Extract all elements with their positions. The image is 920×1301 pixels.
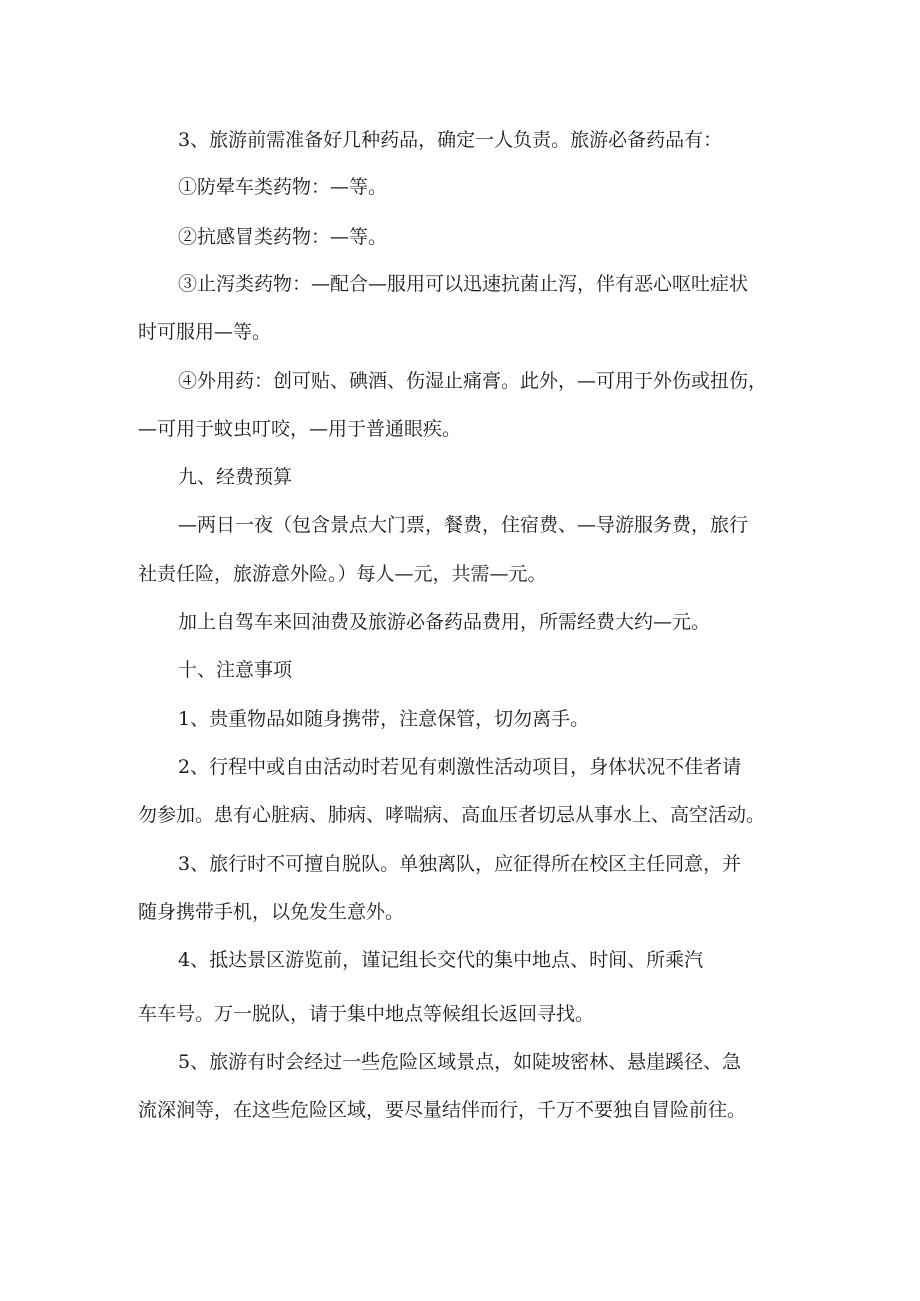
text-line: 加上自驾车来回油费及旅游必备药品费用，所需经费大约—元。 — [178, 611, 711, 633]
text-line: ③止泻类药物：—配合—服用可以迅速抗菌止泻，伴有恶心呕吐症状 — [178, 273, 749, 295]
section-heading: 十、注意事项 — [178, 659, 293, 681]
text-line: 时可服用—等。 — [138, 321, 272, 343]
text-line: ②抗感冒类药物：—等。 — [178, 226, 388, 248]
text-line: 5、旅游有时会经过一些危险区域景点，如陡坡密林、悬崖蹊径、急 — [178, 1051, 742, 1073]
text-line: ④外用药：创可贴、碘酒、伤湿止痛膏。此外，—可用于外伤或扭伤， — [178, 370, 768, 392]
text-line: ①防晕车类药物：—等。 — [178, 176, 388, 198]
text-line: 随身携带手机，以免发生意外。 — [138, 901, 405, 923]
text-line: 3、旅游前需准备好几种药品，确定一人负责。旅游必备药品有： — [178, 129, 723, 151]
text-line: 4、抵达景区游览前，谨记组长交代的集中地点、时间、所乘汽 — [178, 949, 704, 971]
text-line: 流深涧等，在这些危险区域，要尽量结伴而行，千万不要独自冒险前往。 — [138, 1099, 747, 1121]
text-line: 3、旅行时不可擅自脱队。单独离队，应征得所在校区主任同意，并 — [178, 853, 742, 875]
text-line: —两日一夜（包含景点大门票，餐费，住宿费、—导游服务费，旅行 — [178, 514, 749, 536]
text-line: 社责任险，旅游意外险。）每人—元，共需—元。 — [138, 563, 547, 585]
text-line: —可用于蚊虫叮咬，—用于普通眼疾。 — [138, 418, 462, 440]
text-line: 勿参加。患有心脏病、肺病、哮喘病、高血压者切忌从事水上、高空活动。 — [138, 804, 766, 826]
text-line: 1、贵重物品如随身携带，注意保管，切勿离手。 — [178, 708, 590, 730]
text-line: 车车号。万一脱队，请于集中地点等候组长返回寻找。 — [138, 1003, 595, 1025]
text-line: 2、行程中或自由活动时若见有刺激性活动项目，身体状况不佳者请 — [178, 756, 742, 778]
section-heading: 九、经费预算 — [178, 466, 293, 488]
